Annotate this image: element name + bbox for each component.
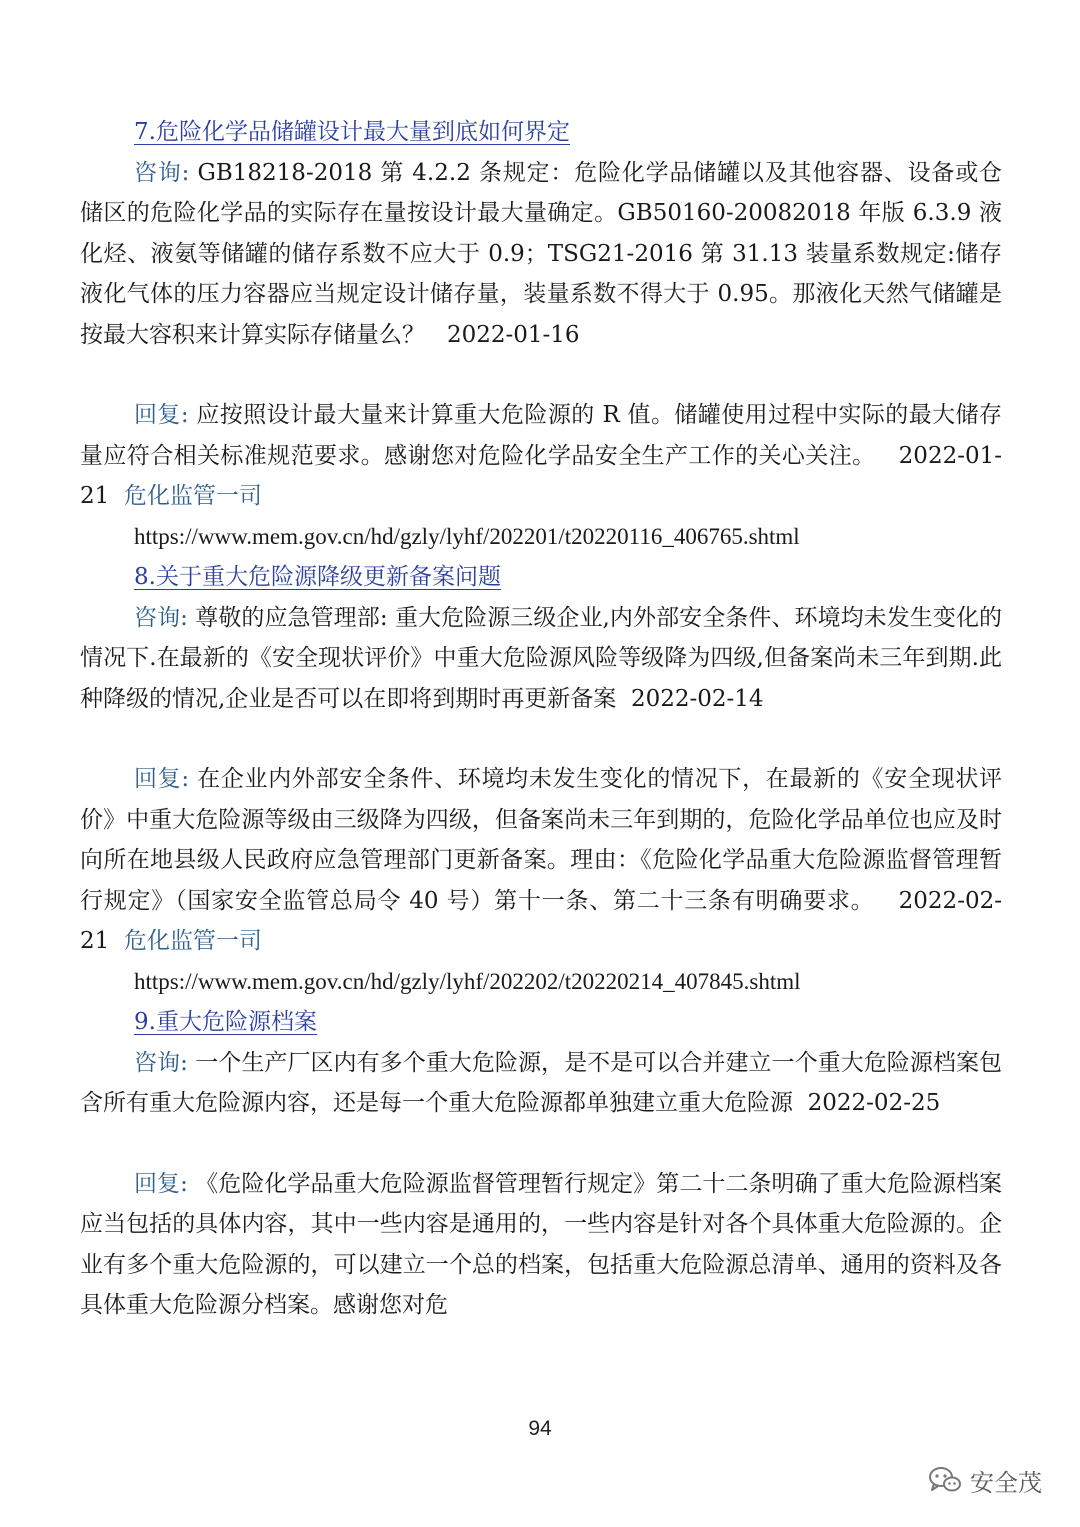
section-title-7: 7.危险化学品储罐设计最大量到底如何界定 (134, 119, 570, 145)
reply-date: 2022-02-21 (80, 887, 1002, 954)
reply-label: 回复: (134, 402, 189, 428)
watermark-text: 安全茂 (970, 1468, 1042, 1497)
page-number: 94 (528, 1417, 552, 1440)
question-paragraph-8 (80, 598, 1002, 720)
department: 危化监管一司 (123, 483, 262, 509)
department: 危化监管一司 (123, 928, 262, 954)
question-paragraph-7 (80, 153, 1002, 356)
source-url-8: https://www.mem.gov.cn/hd/gzly/lyhf/202202/t20220214_407845.shtml (134, 968, 801, 994)
question-label: 咨询: (134, 159, 190, 186)
reply-paragraph-8 (80, 759, 1002, 962)
page-content (80, 112, 1002, 1326)
section-title-8: 8.关于重大危险源降级更新备案问题 (134, 564, 501, 590)
spacer (80, 719, 1002, 759)
question-text: GB18218-2018 第 4.2.2 条规定：危险化学品储罐以及其他容器、设备或仓储区的危险化学品的实际存在量按设计最大量确定。GB50160-20082018 年版 6.3.9 液化烃、液氨等储罐的储存系数不应大于 0.9；TSG21-2016 第 31.13 装量系数规定:储存液化气体的压力容器应当规定设计储存量，装量系数不得大于 0.95。那液化天然气储罐是按最大容积来计算实际存储量么？ (80, 159, 1002, 348)
source-url-7: https://www.mem.gov.cn/hd/gzly/lyhf/202201/t20220116_406765.shtml (134, 523, 800, 549)
question-text: 尊敬的应急管理部: 重大危险源三级企业,内外部安全条件、环境均未发生变化的情况下.在最新的《安全现状评价》中重大危险源风险等级降为四级,但备案尚未三年到期.此种降级的情况,企业是否可以在即将到期时再更新备案 (80, 604, 1003, 712)
reply-date: 2022-01-21 (80, 442, 1003, 509)
reply-label: 回复: (134, 766, 190, 792)
question-paragraph-9 (80, 1043, 1002, 1124)
reply-paragraph-9 (80, 1164, 1002, 1326)
question-date: 2022-02-14 (630, 685, 764, 712)
question-date: 2022-02-25 (807, 1090, 941, 1116)
watermark (928, 1460, 1042, 1500)
question-date: 2022-01-16 (446, 321, 580, 348)
question-label: 咨询: (134, 1049, 188, 1076)
spacer (80, 1124, 1002, 1164)
reply-paragraph-7 (80, 395, 1002, 517)
reply-text: 在企业内外部安全条件、环境均未发生变化的情况下，在最新的《安全现状评价》中重大危险源等级由三级降为四级，但备案尚未三年到期的，危险化学品单位也应及时向所在地县级人民政府应急管理部门更新备案。理由：《危险化学品重大危险源监督管理暂行规定》（国家安全监管总局令 40 号）第十一条、第二十三条有明确要求。 (80, 766, 1003, 914)
question-text: 一个生产厂区内有多个重大危险源，是不是可以合并建立一个重大危险源档案包含所有重大危险源内容，还是每一个重大危险源都单独建立重大危险源 (80, 1049, 1003, 1116)
reply-text: 《危险化学品重大危险源监督管理暂行规定》第二十二条明确了重大危险源档案应当包括的具体内容，其中一些内容是通用的，一些内容是针对各个具体重大危险源的。企业有多个重大危险源的，可以建立一个总的档案，包括重大危险源总清单、通用的资料及各具体重大危险源分档案。感谢您对危 (80, 1170, 1003, 1318)
question-label: 咨询: (134, 604, 188, 631)
reply-label: 回复: (134, 1170, 188, 1197)
wechat-icon (928, 1465, 962, 1495)
section-title-9: 9.重大危险源档案 (134, 1009, 317, 1035)
spacer (80, 355, 1002, 395)
reply-text: 应按照设计最大量来计算重大危险源的 R 值。储罐使用过程中实际的最大储存量应符合相关标准规范要求。感谢您对危险化学品安全生产工作的关心关注。 (80, 402, 1003, 469)
